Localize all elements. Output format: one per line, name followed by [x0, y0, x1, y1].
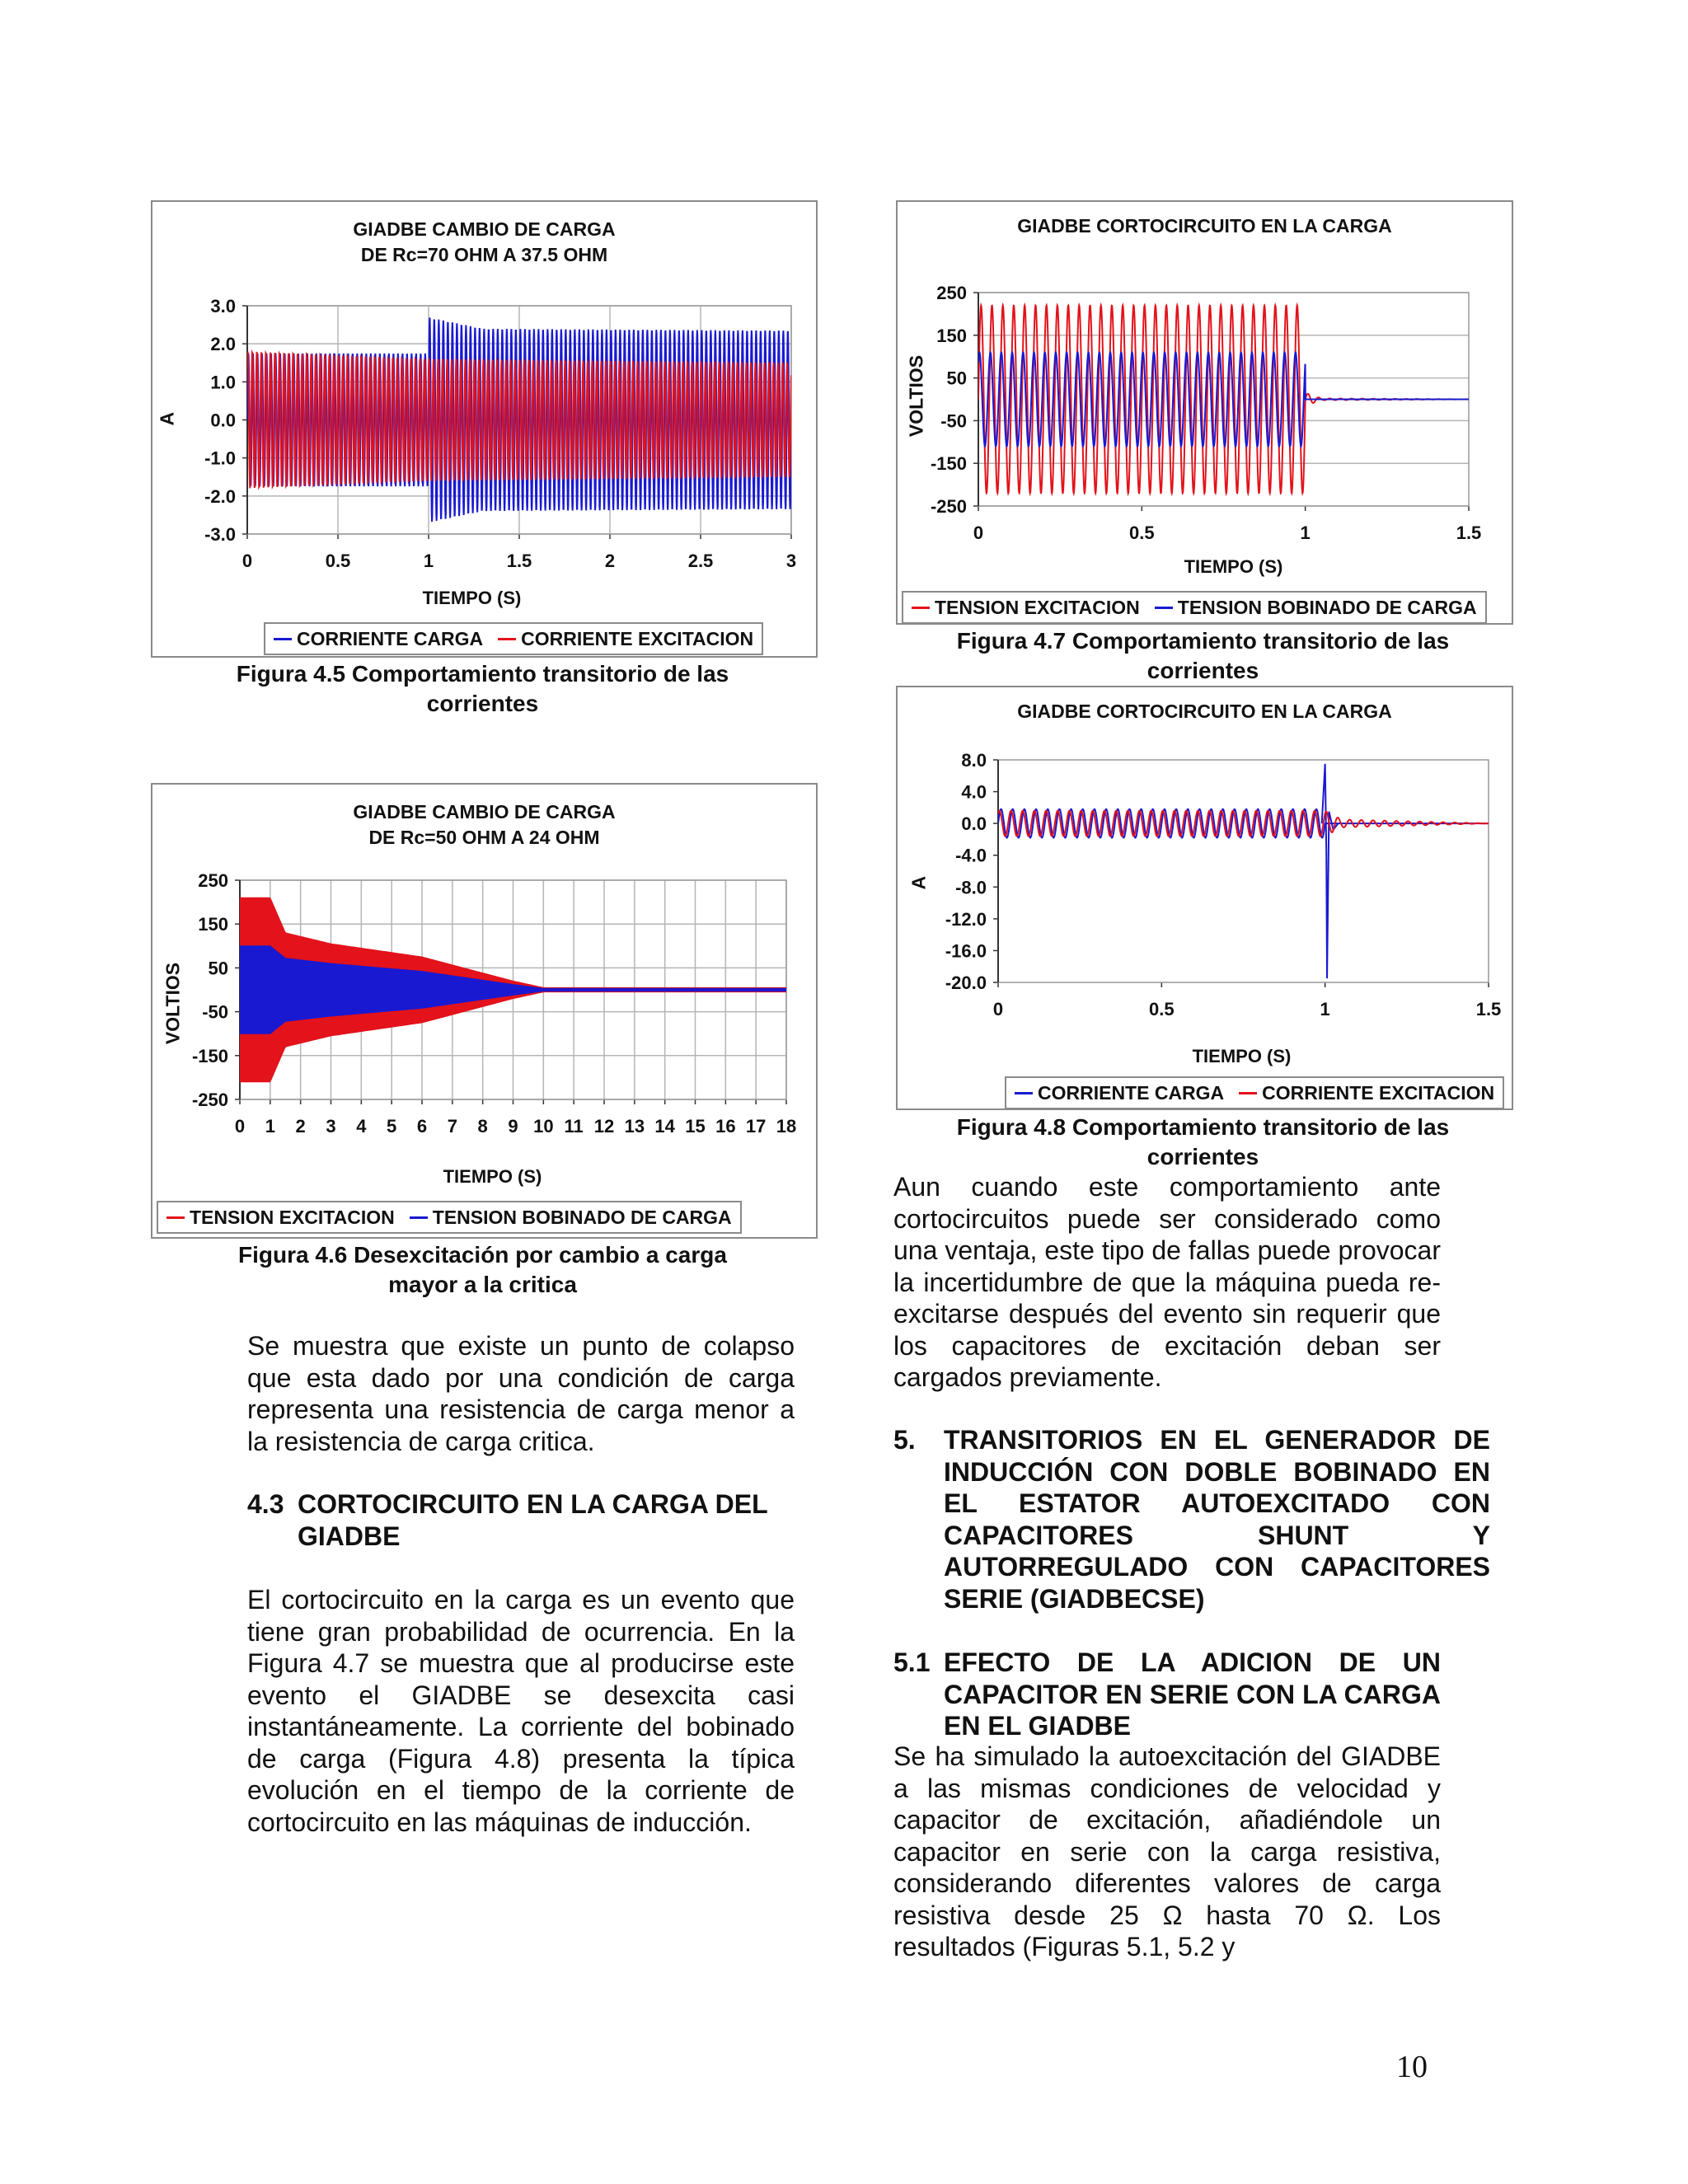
legend-item	[498, 628, 753, 650]
x-tick-label: 17	[745, 1116, 767, 1137]
caption-line: Figura 4.7 Comportamiento transitorio de las	[956, 628, 1450, 654]
plot-frame	[998, 760, 1489, 982]
x-axis-label: TIEMPO (S)	[1184, 556, 1283, 577]
x-tick-label: 1.5	[1456, 523, 1482, 543]
caption-line: mayor a la critica	[388, 1272, 577, 1297]
y-tick-label: -50	[202, 1001, 228, 1023]
y-axis-label: A	[907, 875, 930, 890]
paragraph: Se ha simulado la autoexcitación del GIADBE a las mismas condiciones de velocidad y capacitor de excitación, añadiéndole un capacitor en serie con la carga resistiva, considerando diferentes valores de carga resistiva desde 25 Ω hasta 70 Ω. Los resultados (Figuras 5.1, 5.2 y	[893, 1741, 1441, 1961]
caption-line: corrientes	[426, 691, 539, 716]
x-tick-label: 2.5	[687, 551, 714, 571]
section-number: 5.	[893, 1425, 916, 1455]
y-tick-label: 50	[208, 958, 228, 979]
x-tick-label: 2	[604, 551, 616, 571]
paragraph: El cortocircuito en la carga es un evento que tiene gran probabilidad de ocurrencia. En la Figura 4.7 se muestra que al producirse este evento el GIADBE se desexcita casi instantáneamente. La corriente del bobinado de carga (Figura 4.8) presenta la típica evolución en el tiempo de la corriente de cortocircuito en las máquinas de inducción.	[247, 1585, 795, 1837]
y-axis-label: VOLTIOS	[905, 354, 927, 438]
y-tick-label: -20.0	[945, 972, 987, 993]
legend-item	[912, 597, 1140, 619]
y-tick-label: -3.0	[204, 524, 236, 545]
legend-item	[410, 1207, 732, 1229]
x-tick-label: 13	[624, 1116, 645, 1137]
figure-caption	[896, 626, 1510, 686]
x-tick-label: 3	[326, 1116, 336, 1137]
x-tick-label: 11	[564, 1116, 584, 1137]
section-heading-5	[893, 1424, 1490, 1615]
x-tick-label: 1	[1300, 523, 1311, 543]
y-tick-label: 250	[198, 870, 228, 891]
x-axis-label: TIEMPO (S)	[443, 1166, 542, 1187]
x-tick-label: 12	[593, 1116, 615, 1137]
y-tick-label: -150	[930, 453, 967, 475]
y-tick-label: 150	[936, 325, 967, 346]
y-tick-label: -250	[930, 496, 967, 517]
page-number: 10	[1396, 2050, 1428, 2084]
chart-fig46	[151, 783, 818, 1239]
chart-legend	[902, 591, 1487, 624]
y-tick-label: -12.0	[945, 908, 987, 930]
legend-item	[1155, 597, 1477, 619]
legend-label: CORRIENTE CARGA	[1038, 1081, 1225, 1104]
y-tick-label: -50	[940, 410, 967, 432]
section-title: CORTOCIRCUITO EN LA CARGA DEL GIADBE	[298, 1489, 768, 1551]
section-heading-5-1	[893, 1647, 1441, 1742]
y-tick-label: 8.0	[961, 750, 987, 771]
y-axis-label: A	[156, 411, 178, 426]
legend-item	[1239, 1082, 1494, 1104]
chart-title-line: GIADBE CAMBIO DE CARGA	[353, 218, 616, 240]
chart-title-line: DE Rc=70 OHM A 37.5 OHM	[360, 244, 608, 265]
chart-title-line: GIADBE CORTOCIRCUITO EN LA CARGA	[1017, 215, 1392, 237]
x-tick-label: 0.5	[325, 551, 351, 571]
x-tick-label: 1	[423, 551, 434, 571]
section-number: 4.3	[247, 1489, 284, 1519]
x-tick-label: 0	[992, 999, 1004, 1019]
section-number: 5.1	[893, 1647, 931, 1677]
figure-caption	[151, 659, 814, 719]
section-title: EFECTO DE LA ADICION DE UN CAPACITOR EN SERIE CON LA CARGA EN EL GIADBE	[944, 1647, 1441, 1741]
x-tick-label: 0	[241, 551, 253, 571]
x-tick-label: 8	[477, 1116, 488, 1137]
y-tick-label: 250	[936, 283, 967, 303]
y-tick-label: -250	[191, 1090, 228, 1110]
caption-line: Figura 4.5 Comportamiento transitorio de las	[236, 661, 729, 687]
y-tick-label: 150	[198, 914, 228, 935]
x-tick-label: 15	[685, 1116, 706, 1137]
legend-label: TENSION EXCITACION	[190, 1206, 395, 1228]
x-tick-label: 1.5	[1475, 999, 1502, 1019]
paragraph: Aun cuando este comportamiento ante cortocircuitos puede ser considerado como una ventaja, este tipo de fallas puede provocar la incertidumbre de que la máquina pueda re-excitarse después del evento sin requerir que los capacitores de excitación deban ser cargados previamente.	[893, 1172, 1441, 1392]
legend-label: TENSION EXCITACION	[935, 596, 1140, 618]
x-tick-label: 1	[1320, 999, 1330, 1019]
y-tick-label: 0.0	[210, 410, 236, 431]
x-tick-label: 1.5	[506, 551, 532, 571]
x-tick-label: 7	[447, 1116, 457, 1137]
x-tick-label: 0	[973, 523, 984, 543]
legend-label: CORRIENTE EXCITACION	[1262, 1081, 1495, 1104]
chart-legend	[1005, 1076, 1504, 1109]
caption-line: corrientes	[1146, 1144, 1259, 1169]
chart-title-line: GIADBE CORTOCIRCUITO EN LA CARGA	[1017, 701, 1392, 722]
x-tick-label: 10	[533, 1116, 554, 1137]
series-spike	[1322, 764, 1339, 978]
x-tick-label: 0.5	[1149, 999, 1175, 1019]
y-tick-label: -4.0	[955, 845, 987, 866]
x-tick-label: 9	[508, 1116, 518, 1137]
chart-fig47	[896, 200, 1513, 625]
legend-label: TENSION BOBINADO DE CARGA	[1177, 596, 1477, 618]
y-tick-label: 0.0	[961, 813, 987, 835]
y-tick-label: -1.0	[204, 448, 236, 469]
paragraph: Se muestra que existe un punto de colapso que esta dado por una condición de carga representa una resistencia de carga menor a la resistencia de carga critica.	[247, 1331, 795, 1456]
x-tick-label: 1	[265, 1116, 275, 1137]
y-tick-label: -150	[191, 1045, 228, 1066]
x-tick-label: 0.5	[1129, 523, 1155, 543]
figure-caption	[896, 1113, 1510, 1172]
y-tick-label: 50	[946, 368, 967, 389]
y-tick-label: 4.0	[961, 781, 987, 803]
chart-fig48	[896, 686, 1513, 1110]
legend-item	[274, 628, 483, 650]
y-tick-label: -8.0	[955, 877, 987, 898]
x-axis-label: TIEMPO (S)	[422, 588, 522, 608]
caption-line: Figura 4.8 Comportamiento transitorio de las	[956, 1114, 1450, 1140]
figure-caption	[151, 1240, 814, 1300]
section-title: TRANSITORIOS EN EL GENERADOR DE INDUCCIÓN CON DOBLE BOBINADO EN EL ESTATOR AUTOEXCITADO CON CAPACITORES SHUNT Y AUTORREGULADO CON CAPACITORES SERIE (GIADBECSE)	[944, 1425, 1490, 1614]
x-tick-label: 0	[234, 1116, 246, 1137]
chart-title-line: DE Rc=50 OHM A 24 OHM	[368, 827, 600, 848]
x-tick-label: 2	[295, 1116, 306, 1137]
x-axis-label: TIEMPO (S)	[1192, 1046, 1292, 1066]
chart-legend	[264, 622, 763, 655]
legend-item	[166, 1207, 395, 1229]
y-tick-label: 1.0	[210, 372, 236, 393]
legend-label: TENSION BOBINADO DE CARGA	[432, 1206, 732, 1228]
caption-line: Figura 4.6 Desexcitación por cambio a carga	[238, 1242, 727, 1268]
chart-title-line: GIADBE CAMBIO DE CARGA	[353, 801, 616, 823]
x-tick-label: 18	[776, 1116, 797, 1137]
x-tick-label: 16	[715, 1116, 736, 1137]
y-tick-label: -16.0	[945, 940, 987, 962]
y-tick-label: -2.0	[204, 485, 236, 507]
x-tick-label: 14	[654, 1116, 675, 1137]
legend-item	[1015, 1082, 1224, 1104]
legend-label: CORRIENTE EXCITACION	[521, 627, 754, 649]
x-tick-label: 3	[785, 551, 797, 571]
y-tick-label: 3.0	[210, 296, 236, 316]
section-heading-4-3	[247, 1488, 795, 1552]
x-tick-label: 4	[356, 1116, 367, 1137]
y-axis-label: VOLTIOS	[162, 962, 184, 1045]
x-tick-label: 5	[387, 1116, 397, 1137]
legend-label: CORRIENTE CARGA	[297, 627, 484, 649]
caption-line: corrientes	[1146, 658, 1259, 683]
chart-legend	[157, 1201, 742, 1234]
x-tick-label: 6	[416, 1116, 428, 1137]
chart-fig45	[151, 200, 818, 658]
y-tick-label: 2.0	[210, 334, 236, 355]
